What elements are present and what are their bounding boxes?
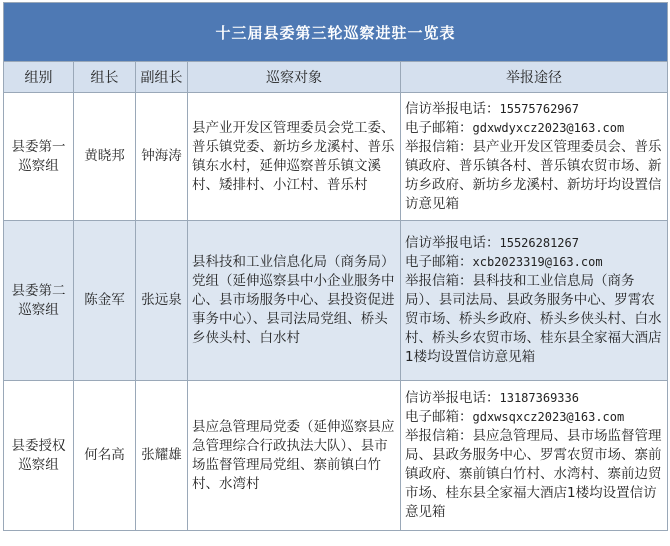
header-targets: 巡察对象 (188, 62, 401, 93)
deputy-cell: 钟海涛 (136, 93, 188, 221)
email-line (405, 253, 663, 272)
targets-cell: 县应急管理局党委（延伸巡察县应急管理综合行政执法大队）、县市场监督管理局党组、寨前镇白竹村、水湾村 (188, 381, 401, 531)
header-deputy: 副组长 (136, 62, 188, 93)
email-line (405, 408, 663, 427)
phone-line (405, 100, 663, 119)
email-address: xcb2023319@163.com (472, 255, 603, 269)
phone-line (405, 389, 663, 408)
header-report: 举报途径 (401, 62, 668, 93)
email-line (405, 119, 663, 138)
phone-label: 信访举报电话： (405, 100, 500, 117)
header-group: 组别 (4, 62, 74, 93)
phone-number: 15526281267 (499, 236, 579, 250)
email-address: gdxwdyxcz2023@163.com (472, 120, 625, 135)
leader-cell: 何名高 (74, 381, 136, 531)
deputy-cell: 张耀雄 (136, 381, 188, 531)
report-box-text: 举报信箱：县科技和工业信息局（商务局）、县司法局、县政务服务中心、罗霄农贸市场、桥头乡政府、桥头乡侠头村、白水村、桥头乡农贸市场、桂东县全家福大酒店1楼均设置信访意见箱 (405, 273, 662, 365)
phone-label: 信访举报电话： (405, 235, 500, 251)
header-leader: 组长 (74, 62, 136, 93)
email-label: 电子邮箱： (405, 254, 473, 270)
report-cell (401, 93, 668, 221)
targets-cell: 县科技和工业信息化局（商务局）党组（延伸巡察县中小企业服务中心、县市场服务中心、县投资促进事务中心）、县司法局党组、桥头乡侠头村、白水村 (188, 221, 401, 381)
deputy-cell: 张远泉 (136, 221, 188, 381)
phone-number: 15575762967 (499, 101, 579, 116)
table-title: 十三届县委第三轮巡察进驻一览表 (4, 3, 668, 62)
document-page (3, 2, 667, 531)
report-box-text: 举报信箱：县产业开发区管理委员会、普乐镇政府、普乐镇各村、普乐镇农贸市场、新坊乡政府、新坊乡龙溪村、新坊圩均设置信访意见箱 (405, 138, 662, 212)
targets-cell: 县产业开发区管理委员会党工委、普乐镇党委、新坊乡龙溪村、普乐镇东水村，延伸巡察普乐镇文溪村、矮排村、小江村、普乐村 (188, 93, 401, 221)
report-cell (401, 381, 668, 531)
leader-cell: 黄晓邦 (74, 93, 136, 221)
phone-label: 信访举报电话： (405, 390, 500, 406)
email-address: gdxwsqxcz2023@163.com (472, 410, 625, 424)
report-box-text: 举报信箱：县应急管理局、县市场监督管理局、县政务服务中心、罗霄农贸市场、寨前镇政府、寨前镇白竹村、水湾村、寨前边贸市场、桂东县全家福大酒店1楼均设置信访意见箱 (405, 428, 662, 520)
leader-cell: 陈金军 (74, 221, 136, 381)
group-cell: 县委第二巡察组 (4, 221, 74, 381)
header-row (4, 62, 668, 93)
table-row (4, 221, 668, 381)
email-label: 电子邮箱： (405, 119, 473, 136)
group-cell: 县委授权巡察组 (4, 381, 74, 531)
phone-line (405, 234, 663, 253)
table-row (4, 93, 668, 221)
table-row (4, 381, 668, 531)
phone-number: 13187369336 (499, 391, 579, 405)
inspection-table (3, 2, 668, 531)
report-cell (401, 221, 668, 381)
group-cell: 县委第一巡察组 (4, 93, 74, 221)
email-label: 电子邮箱： (405, 409, 473, 425)
